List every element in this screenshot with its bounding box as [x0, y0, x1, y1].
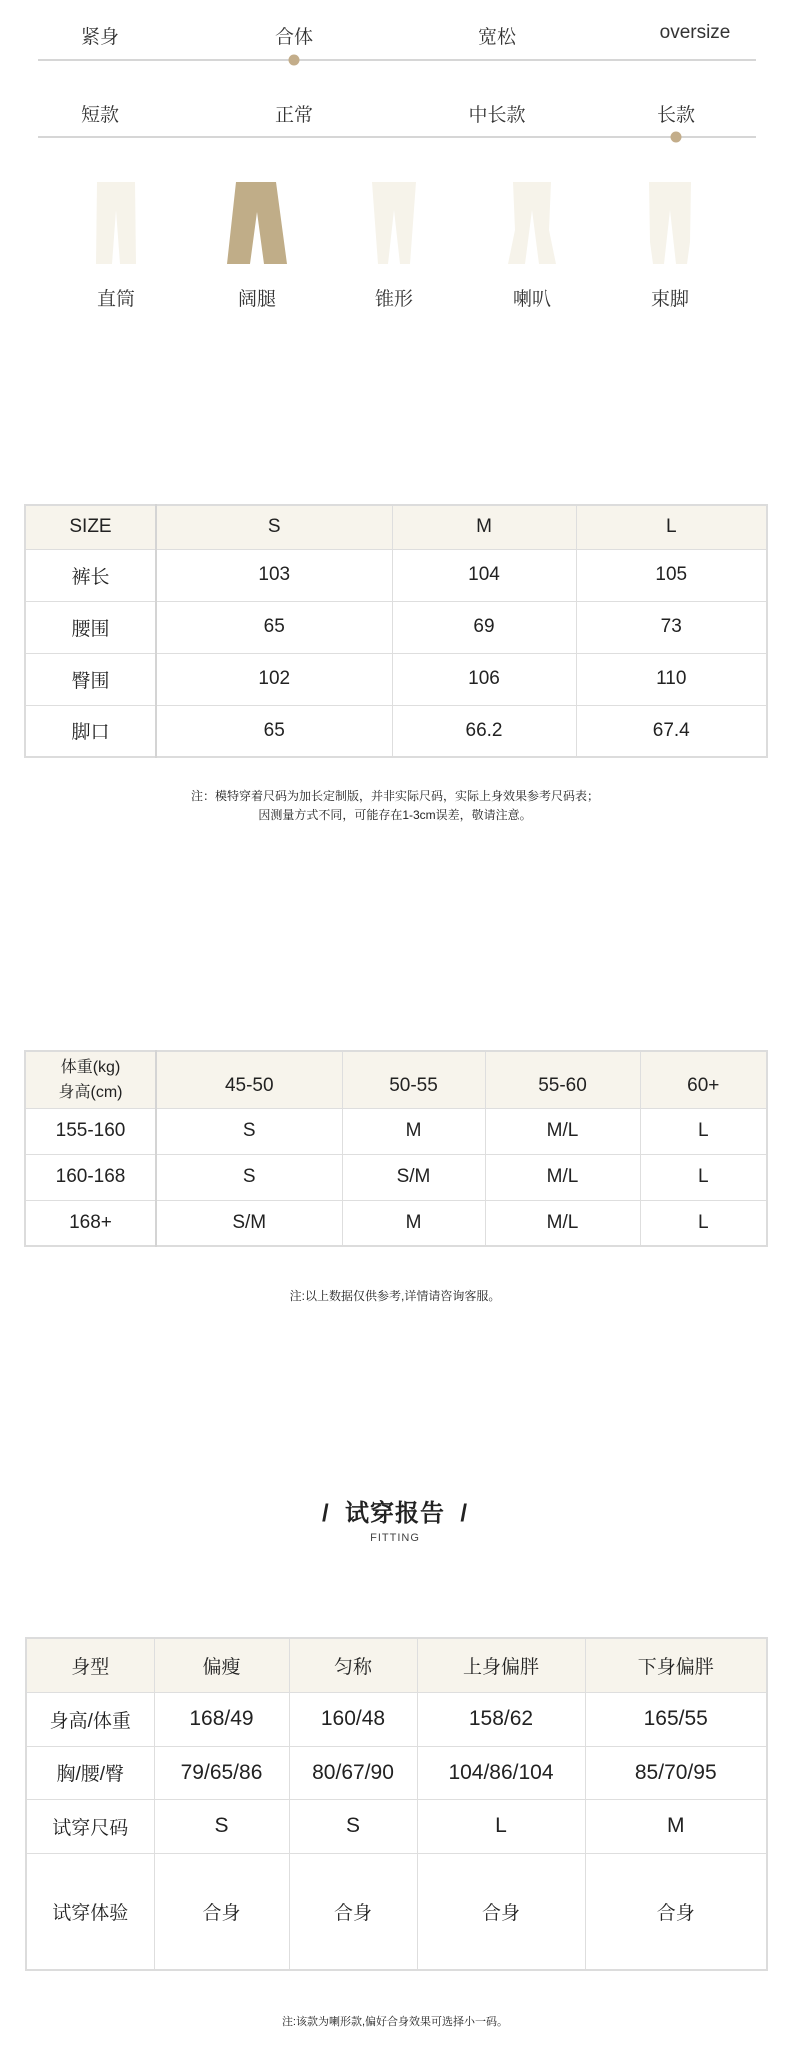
table-cell: L: [417, 1799, 585, 1853]
table-cell: 104/86/104: [417, 1746, 585, 1799]
fitting-header-cell: 匀称: [289, 1638, 417, 1692]
table-cell: 103: [156, 549, 392, 601]
table-cell: 158/62: [417, 1692, 585, 1746]
pant-shape-straight: [71, 180, 161, 311]
table-row: [25, 705, 767, 757]
table-cell: M/L: [485, 1200, 640, 1246]
size-table: [24, 504, 768, 758]
table-cell: 67.4: [576, 705, 767, 757]
size-table-note: [0, 787, 790, 825]
pant-shape-wide-leg: [212, 180, 302, 311]
table-cell: L: [640, 1154, 767, 1200]
fit-scale-labels: [38, 22, 756, 52]
fit-label-oversize: oversize: [659, 22, 731, 43]
height-range: 168+: [25, 1200, 156, 1246]
pant-shape-tapered: [349, 180, 439, 311]
size-header-cell: L: [576, 505, 767, 549]
table-cell: L: [640, 1200, 767, 1246]
table-cell: S: [154, 1799, 289, 1853]
table-cell: 合身: [585, 1853, 767, 1970]
table-cell: 102: [156, 653, 392, 705]
table-row: [25, 653, 767, 705]
fitting-row-label: 身高/体重: [26, 1692, 154, 1746]
size-header-cell: M: [392, 505, 576, 549]
pant-shape-label: 锥形: [374, 289, 413, 310]
table-row: [25, 601, 767, 653]
table-row: [26, 1799, 767, 1853]
table-cell: M: [342, 1108, 485, 1154]
table-cell: 106: [392, 653, 576, 705]
table-cell: 80/67/90: [289, 1746, 417, 1799]
size-header-cell: SIZE: [25, 505, 156, 549]
weight-range-header: 50-55: [342, 1051, 485, 1108]
table-row: [26, 1853, 767, 1970]
fitting-header-cell: 身型: [26, 1638, 154, 1692]
table-cell: S: [156, 1154, 342, 1200]
length-label-normal: 正常: [274, 105, 314, 126]
table-cell: M: [342, 1200, 485, 1246]
length-scale: [38, 100, 756, 130]
measure-name: 腰围: [25, 601, 156, 653]
pant-shape-label: 喇叭: [512, 289, 551, 310]
table-cell: 160/48: [289, 1692, 417, 1746]
table-cell: M/L: [485, 1108, 640, 1154]
table-cell: 66.2: [392, 705, 576, 757]
size-note-line-2: 因测量方式不同，可能存在1-3cm误差，敬请注意。: [258, 808, 532, 822]
fitting-title: / 试穿报告 /: [321, 1500, 468, 1527]
table-cell: 165/55: [585, 1692, 767, 1746]
table-cell: 合身: [417, 1853, 585, 1970]
weight-range-header: 60+: [640, 1051, 767, 1108]
pant-shape-flare: [487, 180, 577, 311]
table-cell: 168/49: [154, 1692, 289, 1746]
size-recommend-table: [24, 1050, 768, 1247]
table-cell: 65: [156, 601, 392, 653]
table-cell: S: [289, 1799, 417, 1853]
weight-axis-label: 体重(kg): [60, 1058, 121, 1076]
table-cell: M: [585, 1799, 767, 1853]
table-cell: S: [156, 1108, 342, 1154]
table-cell: S/M: [342, 1154, 485, 1200]
measure-name: 臀围: [25, 653, 156, 705]
length-label-midlong: 中长款: [468, 105, 526, 126]
pant-shape-label: 阔腿: [237, 289, 276, 310]
flare-pants-icon: [507, 180, 557, 266]
fit-label-tight: 紧身: [80, 27, 120, 48]
length-scale-marker: [671, 132, 682, 143]
measure-name: 裤长: [25, 549, 156, 601]
fitting-table-header: [26, 1638, 767, 1692]
measure-name: 脚口: [25, 705, 156, 757]
fit-label-loose: 宽松: [477, 27, 517, 48]
fit-scale-marker: [289, 55, 300, 66]
fitting-row-label: 胸/腰/臀: [26, 1746, 154, 1799]
table-row: [26, 1692, 767, 1746]
size-table-header: [25, 505, 767, 549]
fitting-note: 注:该款为喇形款,偏好合身效果可选择小一码。: [281, 2016, 509, 2028]
pant-shape-label: 束脚: [650, 289, 689, 310]
fit-scale-line: [38, 59, 756, 61]
table-cell: 104: [392, 549, 576, 601]
table-cell: 105: [576, 549, 767, 601]
fitting-table: [25, 1637, 768, 1971]
jogger-pants-icon: [645, 180, 695, 266]
table-cell: 73: [576, 601, 767, 653]
height-range: 155-160: [25, 1108, 156, 1154]
table-cell: 65: [156, 705, 392, 757]
length-scale-line: [38, 136, 756, 138]
table-row: [26, 1746, 767, 1799]
table-row: [25, 1200, 767, 1246]
fit-label-regular: 合体: [274, 27, 314, 48]
fitting-header-cell: 上身偏胖: [417, 1638, 585, 1692]
height-axis-label: 身高(cm): [58, 1083, 123, 1101]
length-label-long: 长款: [656, 105, 696, 126]
table-cell: 合身: [289, 1853, 417, 1970]
recommend-table-note: 注:以上数据仅供参考,详情请咨询客服。: [289, 1289, 501, 1303]
fitting-subtitle: FITTING: [370, 1532, 420, 1544]
length-label-short: 短款: [80, 105, 120, 126]
fitting-row-label: 试穿体验: [26, 1853, 154, 1970]
recommend-table-header: [25, 1051, 767, 1108]
fitting-header-cell: 下身偏胖: [585, 1638, 767, 1692]
table-cell: 85/70/95: [585, 1746, 767, 1799]
pant-shape-label: 直筒: [96, 289, 135, 310]
pant-shape-jogger: [625, 180, 715, 311]
table-cell: S/M: [156, 1200, 342, 1246]
fitting-row-label: 试穿尺码: [26, 1799, 154, 1853]
table-cell: 合身: [154, 1853, 289, 1970]
weight-range-header: 55-60: [485, 1051, 640, 1108]
table-row: [25, 549, 767, 601]
table-row: [25, 1108, 767, 1154]
tapered-pants-icon: [369, 180, 419, 266]
weight-height-corner: [25, 1051, 156, 1108]
fitting-header-cell: 偏瘦: [154, 1638, 289, 1692]
fit-scale: [38, 22, 756, 52]
table-cell: M/L: [485, 1154, 640, 1200]
weight-range-header: 45-50: [156, 1051, 342, 1108]
table-cell: 79/65/86: [154, 1746, 289, 1799]
straight-pants-icon: [91, 180, 141, 266]
length-scale-labels: [38, 100, 756, 130]
table-row: [25, 1154, 767, 1200]
height-range: 160-168: [25, 1154, 156, 1200]
wide-leg-pants-icon: [224, 180, 290, 266]
table-cell: 69: [392, 601, 576, 653]
size-header-cell: S: [156, 505, 392, 549]
table-cell: L: [640, 1108, 767, 1154]
table-cell: 110: [576, 653, 767, 705]
size-note-line-1: 注：模特穿着尺码为加长定制版，并非实际尺码，实际上身效果参考尺码表；: [190, 789, 599, 803]
